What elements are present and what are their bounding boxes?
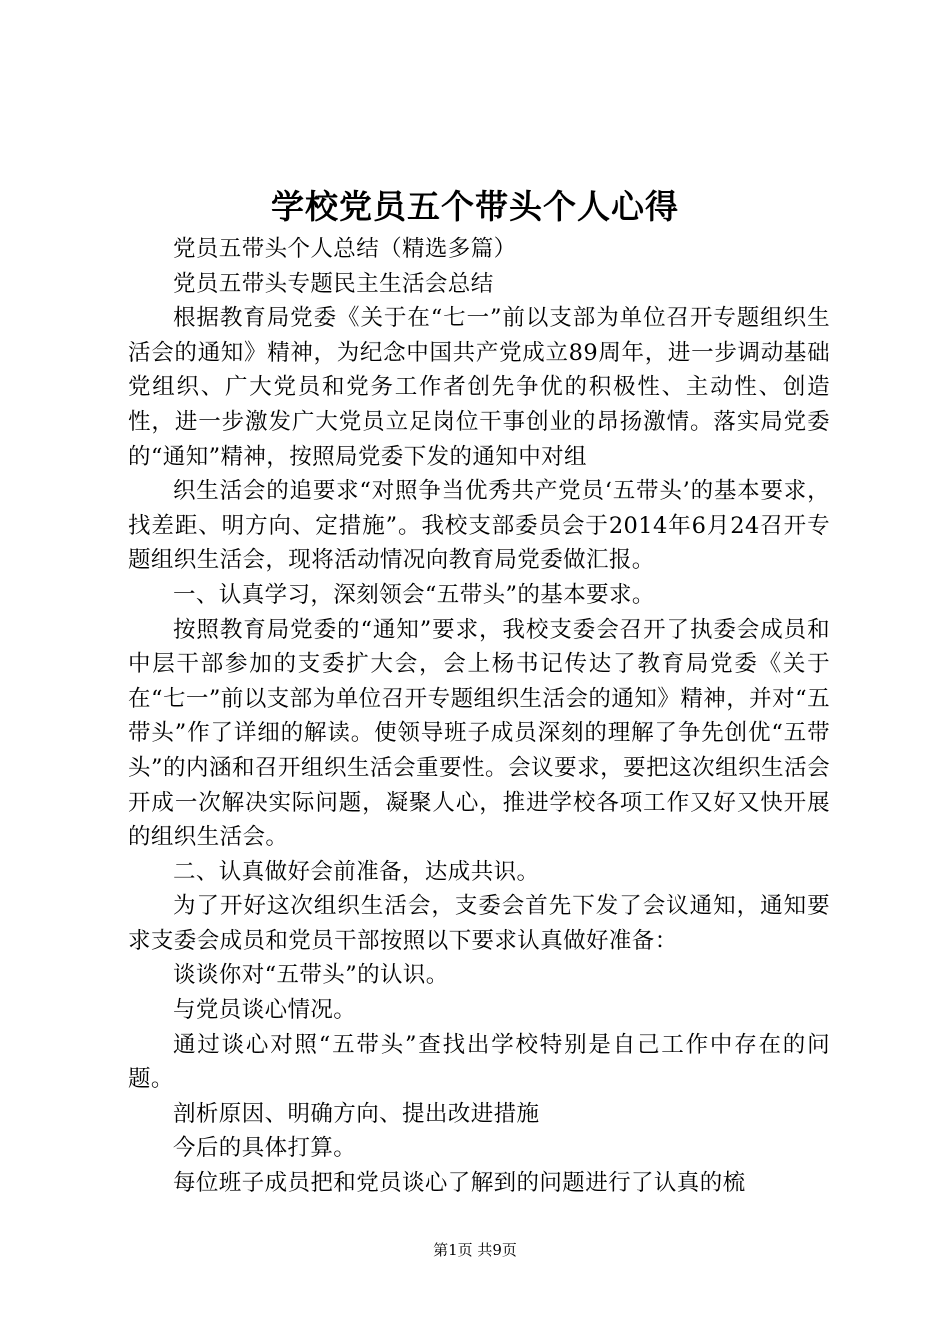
document-body [128, 232, 830, 1201]
section-heading: 二、认真做好会前准备，达成共识。 [173, 858, 540, 885]
paragraph: 按照教育局党委的“通知”要求，我校支委会召开了执委会成员和中层干部参加的支委扩大会，会上杨书记传达了教育局党委《关于在“七一”前以支部为单位召开专题组织生活会的通知》精神，并对“五带头”作了详细的解读。使领导班子成员深刻的理解了争先创优“五带头”的内涵和召开组织生活会重要性。会议要求，要把这次组织生活会开成一次解决实际问题，凝聚人心，推进学校各项工作又好又快开展的组织生活会。 [128, 616, 830, 851]
paragraph: 每位班子成员把和党员谈心了解到的问题进行了认真的梳 [173, 1170, 746, 1197]
paragraph: 党员五带头专题民主生活会总结 [173, 270, 494, 297]
paragraph: 党员五带头个人总结（精选多篇） [173, 236, 517, 262]
list-item: 与党员谈心情况。 [173, 997, 357, 1024]
list-item: 通过谈心对照“五带头”查找出学校特别是自己工作中存在的问题。 [128, 1031, 830, 1093]
list-item: 剖析原因、明确方向、提出改进措施 [173, 1100, 540, 1127]
document-title: 学校党员五个带头个人心得 [271, 187, 679, 226]
page-number-footer: 第1页 共9页 [433, 1241, 517, 1259]
paragraph: 为了开好这次组织生活会，支委会首先下发了会议通知，通知要求支委会成员和党员干部按照以下要求认真做好准备： [128, 893, 830, 954]
section-heading: 一、认真学习，深刻领会“五带头”的基本要求。 [173, 581, 655, 608]
paragraph: 根据教育局党委《关于在“七一”前以支部为单位召开专题组织生活会的通知》精神，为纪念中国共产党成立89周年，进一步调动基础党组织、广大党员和党务工作者创先争优的积极性、主动性、创造性，进一步激发广大党员立足岗位干事创业的昂扬激情。落实局党委的“通知”精神，按照局党委下发的通知中对组 [128, 305, 830, 470]
list-item: 今后的具体打算。 [173, 1135, 357, 1162]
list-item: 谈谈你对“五带头”的认识。 [173, 962, 449, 989]
paragraph: 织生活会的追要求“对照争当优秀共产党员‘五带头’的基本要求，找差距、明方向、定措施”。我校支部委员会于2014年6月24召开专题组织生活会，现将活动情况向教育局党委做汇报。 [128, 478, 830, 574]
